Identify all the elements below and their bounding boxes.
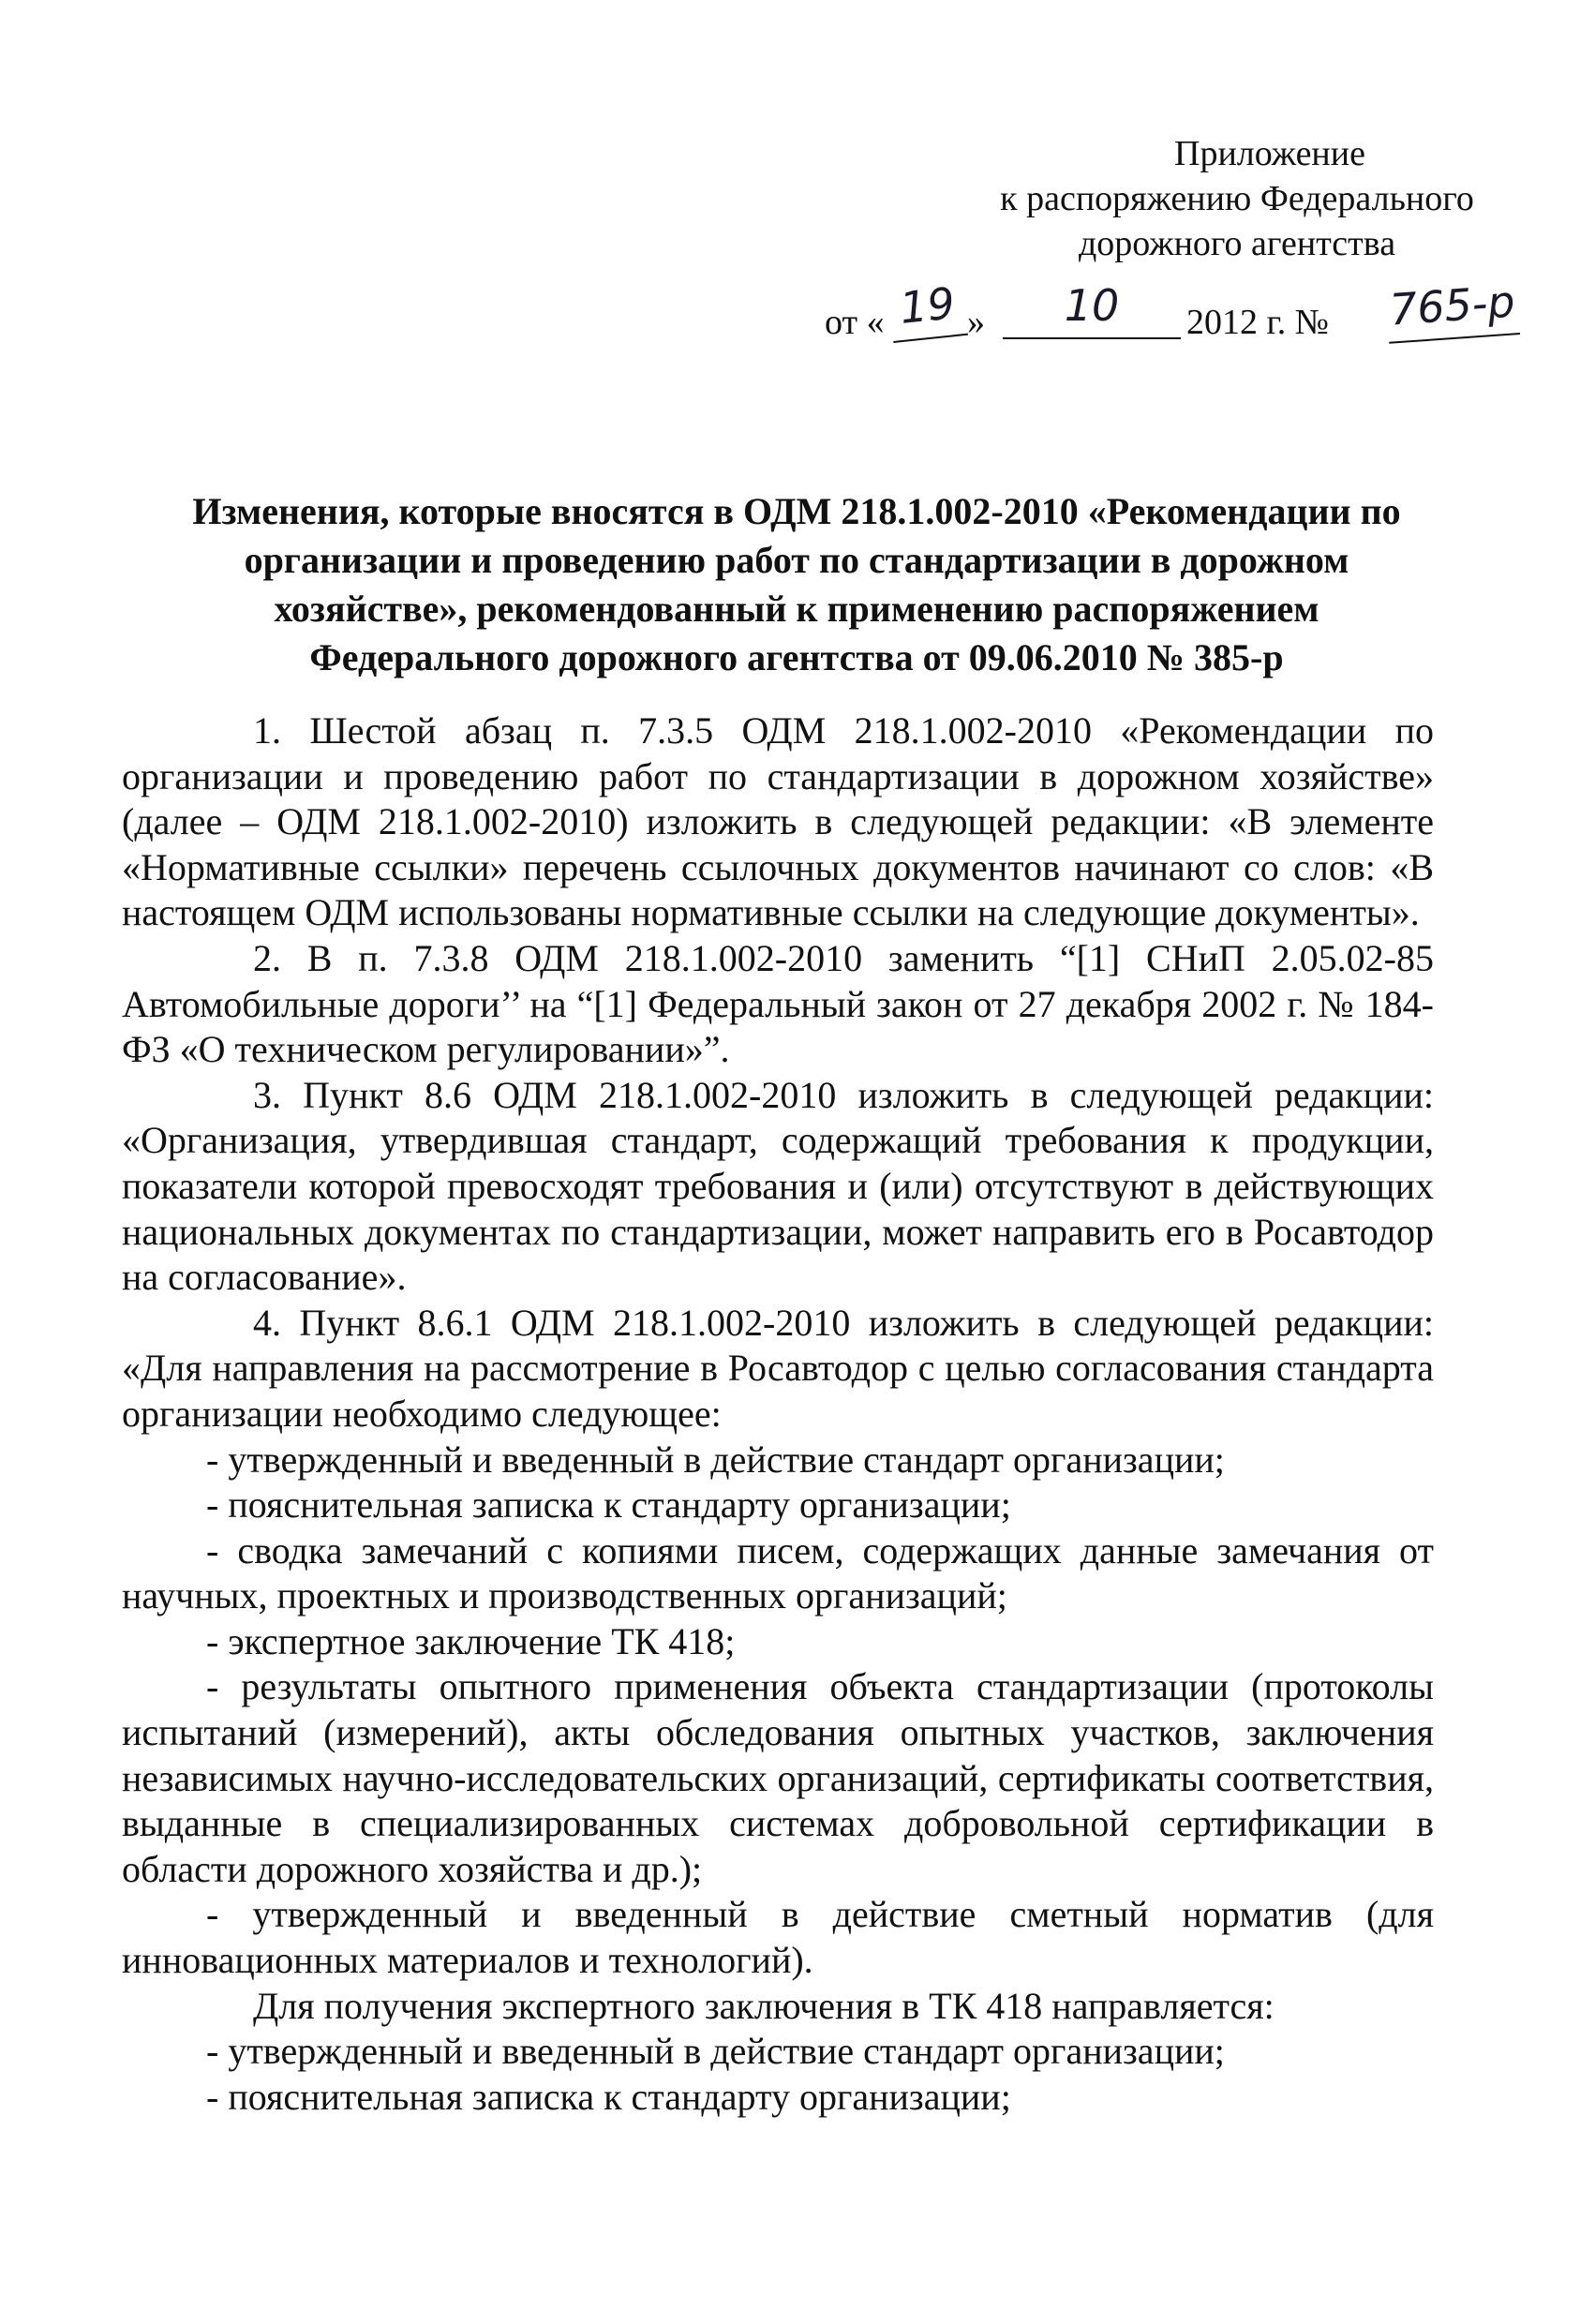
list-item: - утвержденный и введенный в действие стандарт организации; — [206, 2030, 1225, 2073]
list-item: - утвержденный и введенный в действие сметный норматив (для инновационных материалов и технологий). — [122, 1893, 1434, 1982]
handwritten-order-number: 765-р — [1385, 276, 1520, 344]
handwritten-month: 10 — [1003, 281, 1181, 339]
date-prefix: от « — [825, 303, 885, 342]
list-item: - утвержденный и введенный в действие стандарт организации; — [206, 1438, 1225, 1481]
date-quote-close: » — [967, 303, 985, 342]
paragraph-2: 2. В п. 7.3.8 ОДМ 218.1.002-2010 заменить “[1] СНиП 2.05.02-85 Автомобильные дороги’’ на “[1] Федеральный закон от 27 декабря 2002 г. № 184-ФЗ «О техническом регулировании»”. — [122, 936, 1434, 1071]
title-line: хозяйстве», рекомендованный к применению распоряжением — [274, 588, 1319, 630]
paragraph-3: 3. Пункт 8.6 ОДМ 218.1.002-2010 изложить в следующей редакции: «Организация, утвердившая стандарт, содержащий требования к продукции, показатели которой превосходят требования и (или) отсутствуют в действующих национальных документах по стандартизации, может направить его в Росавтодор на согласование». — [122, 1073, 1434, 1299]
paragraph-1: 1. Шестой абзац п. 7.3.5 ОДМ 218.1.002-2010 «Рекомендации по организации и проведению работ по стандартизации в дорожном хозяйстве» (далее – ОДМ 218.1.002-2010) изложить в следующей редакции: «В элементе «Нормативные ссылки» перечень ссылочных документов начинают со слов: «В настоящем ОДМ использованы нормативные ссылки на следующие документы». — [122, 709, 1434, 934]
title-line: Федерального дорожного агентства от 09.06.2010 № 385-р — [309, 636, 1284, 678]
list-item: - пояснительная записка к стандарту организации; — [206, 1483, 1011, 1527]
list-item: - сводка замечаний с копиями писем, содержащих данные замечания от научных, проектных и производственных организаций; — [122, 1528, 1434, 1617]
appendix-label: Приложение — [1174, 134, 1365, 173]
date-year-label: 2012 г. № — [1186, 303, 1330, 342]
document-title — [141, 487, 1453, 682]
title-line: организации и проведению работ по стандартизации в дорожном — [244, 539, 1349, 581]
document-body — [122, 708, 1434, 2120]
list-item: - пояснительная записка к стандарту организации; — [206, 2075, 1011, 2118]
list-item: - экспертное заключение ТК 418; — [206, 1619, 736, 1662]
approval-block — [956, 131, 1518, 266]
appendix-agency-line: дорожного агентства — [1078, 224, 1396, 263]
paragraph-5: Для получения экспертного заключения в ТК 418 направляется: — [253, 1984, 1275, 2027]
title-line: Изменения, которые вносятся в ОДМ 218.1.002-2010 «Рекомендации по — [192, 490, 1401, 532]
handwritten-day: 19 — [887, 277, 968, 343]
order-date-line — [825, 276, 1537, 347]
appendix-order-line: к распоряжению Федерального — [1000, 179, 1474, 218]
paragraph-4: 4. Пункт 8.6.1 ОДМ 218.1.002-2010 изложить в следующей редакции: «Для направления на рассмотрение в Росавтодор с целью согласования стандарта организации необходимо следующее: — [122, 1301, 1434, 1435]
list-item: - результаты опытного применения объекта стандартизации (протоколы испытаний (измерений), акты обследования опытных участков, заключения независимых научно-исследовательских организаций, сертификаты соответствия, выданные в специализированных системах добровольной сертификации в области дорожного хозяйства и др.); — [122, 1665, 1434, 1890]
